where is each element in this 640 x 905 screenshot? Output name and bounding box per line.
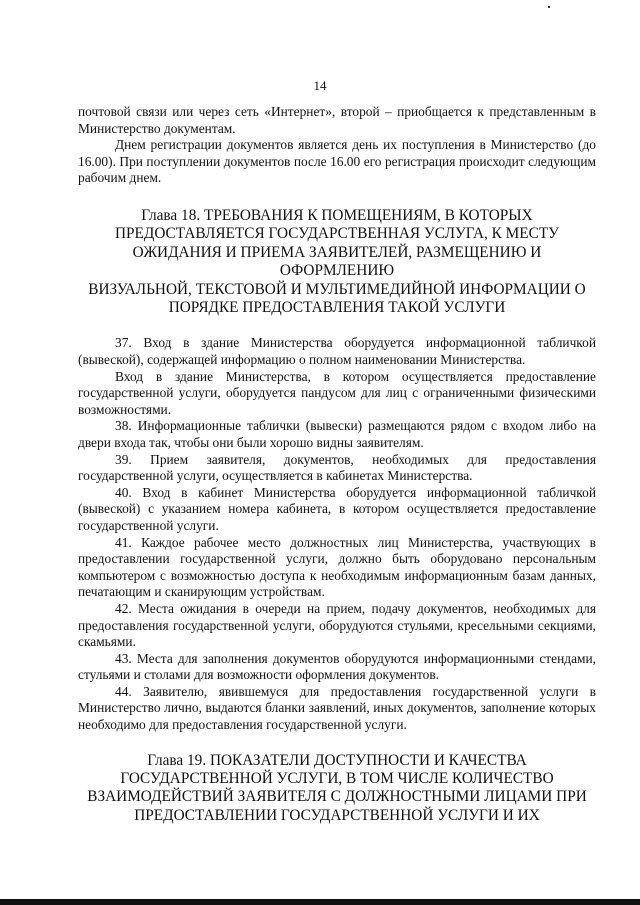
chapter-18-heading-line: ОЖИДАНИЯ И ПРИЕМА ЗАЯВИТЕЛЕЙ, РАЗМЕЩЕНИЮ И ОФОРМЛЕНИЮ	[132, 243, 542, 280]
paragraph-37-ramp: Вход в здание Министерства, в котором осуществляется предоставление государственной услуги, оборудуется пандусом для лиц с ограниченными физическими возможностями.	[78, 368, 596, 417]
chapter-19-heading-line: ВЗАИМОДЕЙСТВИЙ ЗАЯВИТЕЛЯ С ДОЛЖНОСТНЫМИ ЛИЦАМИ ПРИ	[87, 788, 587, 806]
chapter-18-heading-line: ВИЗУАЛЬНОЙ, ТЕКСТОВОЙ И МУЛЬТИМЕДИЙНОЙ ИНФОРМАЦИИ О	[88, 280, 586, 298]
chapter-18-heading-line: ПРЕДОСТАВЛЯЕТСЯ ГОСУДАРСТВЕННАЯ УСЛУГА, К МЕСТУ	[114, 225, 559, 243]
page-number: 14	[313, 78, 327, 93]
paragraph-40: 40. Вход в кабинет Министерства оборудуется информационной табличкой (вывеской) с указанием номера кабинета, в котором осуществляется предоставление государственной услуги.	[78, 484, 596, 533]
paragraph-38: 38. Информационные таблички (вывески) размещаются рядом с входом либо на двери входа так, чтобы они были хорошо видны заявителям.	[78, 418, 596, 450]
chapter-18-heading-line: ПОРЯДКЕ ПРЕДОСТАВЛЕНИЯ ТАКОЙ УСЛУГИ	[168, 299, 506, 316]
paragraph-43: 43. Места для заполнения документов оборудуются информационными стендами, стульями и столами для возможности оформления документов.	[78, 650, 596, 683]
paragraph-registration-day: Днем регистрации документов является день их поступления в Министерство (до 16.00). При поступлении документов после 16.00 его регистрация происходит следующим рабочим днем.	[78, 137, 596, 186]
scan-edge-dot	[548, 6, 550, 8]
scan-bottom-edge	[0, 899, 640, 905]
paragraph-37: 37. Вход в здание Министерства оборудуется информационной табличкой (вывеской), содержащей информацию о полном наименовании Министерства.	[78, 335, 596, 367]
paragraph-42: 42. Места ожидания в очереди на прием, подачу документов, необходимых для предоставления государственной услуги, оборудуются стульями, кресельными секциями, скамьями.	[78, 600, 596, 650]
chapter-19-heading-line: Глава 19. ПОКАЗАТЕЛИ ДОСТУПНОСТИ И КАЧЕСТВА	[147, 751, 527, 769]
document-body	[78, 104, 596, 843]
chapter-18-heading-line: Глава 18. ТРЕБОВАНИЯ К ПОМЕЩЕНИЯМ, В КОТОРЫХ	[141, 206, 533, 224]
paragraph-continuation: почтовой связи или через сеть «Интернет», второй – приобщается к представленным в Министерство документам.	[78, 104, 596, 136]
chapter-19-heading	[78, 752, 596, 826]
chapter-18-heading	[78, 207, 596, 317]
paragraph-44: 44. Заявителю, явившемуся для предоставления государственной услуги в Министерство лично, выдаются бланки заявлений, иных документов, заполнение которых необходимо для предоставления государственной услуги.	[78, 683, 596, 733]
chapter-19-heading-line: ПРЕДОСТАВЛЕНИИ ГОСУДАРСТВЕННОЙ УСЛУГИ И ИХ	[134, 806, 540, 824]
chapter-19-heading-line: ГОСУДАРСТВЕННОЙ УСЛУГИ, В ТОМ ЧИСЛЕ КОЛИЧЕСТВО	[120, 770, 554, 788]
paragraph-39: 39. Прием заявителя, документов, необходимых для предоставления государственной услуги, осуществляется в кабинетах Министерства.	[78, 451, 596, 484]
paragraph-41: 41. Каждое рабочее место должностных лиц Министерства, участвующих в предоставлении государственной услуги, должно быть оборудовано персональным компьютером с возможностью доступа к необходимым информационным базам данных, печатающим и сканирующим устройствам.	[78, 534, 596, 600]
